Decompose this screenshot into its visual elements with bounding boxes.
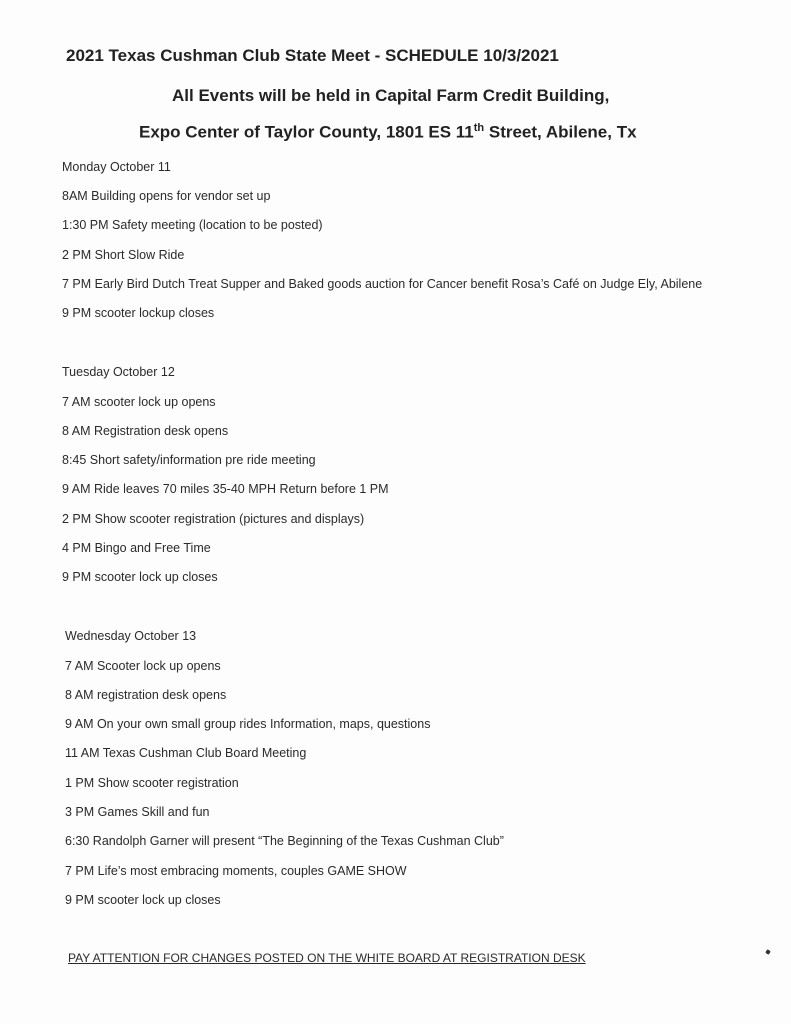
changes-notice: PAY ATTENTION FOR CHANGES POSTED ON THE WHITE BOARD AT REGISTRATION DESK [68, 951, 586, 965]
schedule-item: 9 PM scooter lock up closes [65, 893, 221, 907]
scan-speck [765, 949, 771, 955]
schedule-item: 8AM Building opens for vendor set up [62, 189, 271, 203]
schedule-item: 8 AM Registration desk opens [62, 424, 229, 438]
schedule-item: 7 PM Life’s most embracing moments, couples GAME SHOW [65, 864, 407, 878]
page-title: 2021 Texas Cushman Club State Meet - SCHEDULE 10/3/2021 [66, 46, 559, 65]
schedule-item: 4 PM Bingo and Free Time [62, 541, 211, 555]
schedule-item: 7 AM Scooter lock up opens [65, 659, 221, 673]
day-heading-monday: Monday October 11 [62, 160, 171, 174]
schedule-item: 8 AM registration desk opens [65, 688, 227, 702]
schedule-item: 6:30 Randolph Garner will present “The Beginning of the Texas Cushman Club” [65, 834, 504, 848]
schedule-item: 1:30 PM Safety meeting (location to be posted) [62, 218, 323, 232]
schedule-item: 11 AM Texas Cushman Club Board Meeting [65, 746, 307, 760]
schedule-item: 9 AM On your own small group rides Information, maps, questions [65, 717, 431, 731]
location-line [139, 122, 637, 143]
location-suffix: Street, Abilene, Tx [484, 122, 637, 142]
day-heading-wednesday: Wednesday October 13 [65, 629, 197, 643]
location-superscript: th [473, 122, 485, 134]
schedule-item: 9 AM Ride leaves 70 miles 35-40 MPH Return before 1 PM [62, 482, 389, 496]
schedule-item: 8:45 Short safety/information pre ride meeting [62, 453, 316, 467]
schedule-item: 9 PM scooter lock up closes [62, 570, 218, 584]
schedule-item: 7 PM Early Bird Dutch Treat Supper and Baked goods auction for Cancer benefit Rosa’s Café on Judge Ely, Abilene [62, 277, 703, 291]
location-prefix: Expo Center of Taylor County, 1801 ES 11 [139, 122, 474, 142]
page-subtitle: All Events will be held in Capital Farm Credit Building, [172, 86, 610, 105]
day-heading-tuesday: Tuesday October 12 [62, 365, 175, 379]
schedule-item: 1 PM Show scooter registration [65, 776, 239, 790]
schedule-item: 3 PM Games Skill and fun [65, 805, 210, 819]
schedule-item: 2 PM Short Slow Ride [62, 248, 185, 262]
schedule-item: 7 AM scooter lock up opens [62, 395, 216, 409]
schedule-item: 9 PM scooter lockup closes [62, 306, 215, 320]
schedule-item: 2 PM Show scooter registration (pictures and displays) [62, 512, 365, 526]
